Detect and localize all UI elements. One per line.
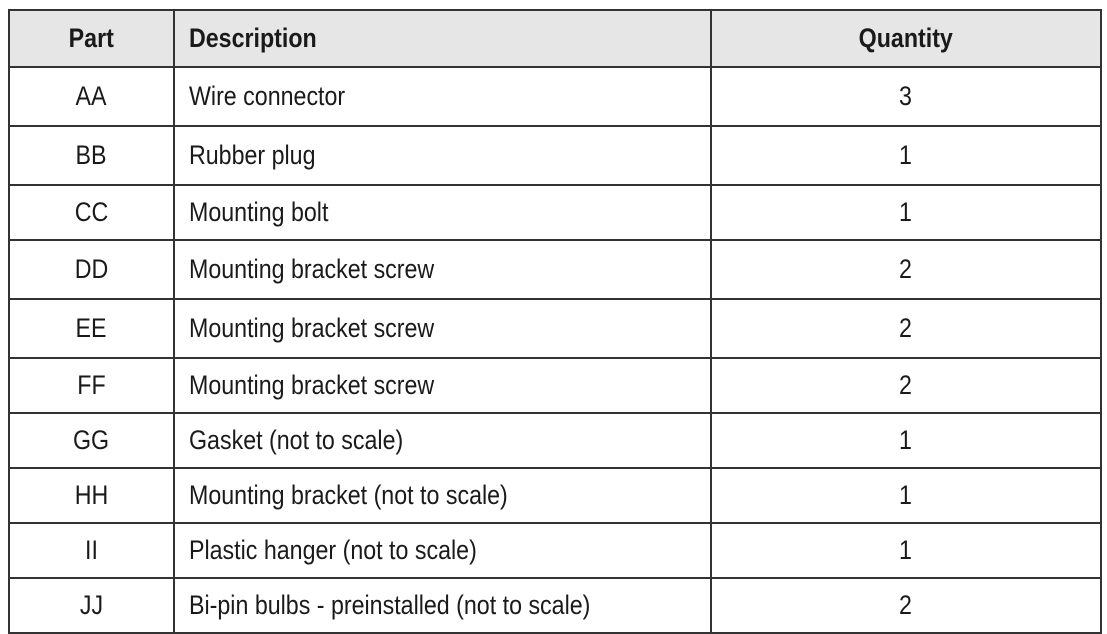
description-cell <box>174 67 711 126</box>
table-row <box>9 468 1101 523</box>
description-cell <box>174 578 711 633</box>
part-quantity: 1 <box>899 140 913 170</box>
header-quantity <box>711 10 1101 67</box>
table-row <box>9 523 1101 578</box>
part-cell <box>9 126 174 185</box>
part-code: CC <box>74 197 109 227</box>
part-quantity: 2 <box>899 313 913 343</box>
description-cell <box>174 126 711 185</box>
part-quantity: 2 <box>899 590 913 620</box>
part-code: JJ <box>79 590 104 620</box>
part-cell <box>9 578 174 633</box>
part-code: BB <box>76 140 107 170</box>
part-code: HH <box>74 480 109 510</box>
part-cell <box>9 523 174 578</box>
part-quantity: 1 <box>899 535 913 565</box>
part-cell <box>9 299 174 358</box>
part-quantity: 1 <box>899 480 913 510</box>
header-description-label: Description <box>189 23 317 53</box>
part-description: Mounting bracket screw <box>189 313 435 343</box>
quantity-cell <box>711 578 1101 633</box>
part-description: Mounting bracket (not to scale) <box>189 480 508 510</box>
table-row <box>9 240 1101 299</box>
part-cell <box>9 67 174 126</box>
part-description: Mounting bracket screw <box>189 254 435 284</box>
quantity-cell <box>711 523 1101 578</box>
table-row <box>9 67 1101 126</box>
description-cell <box>174 299 711 358</box>
description-cell <box>174 240 711 299</box>
part-quantity: 3 <box>899 81 913 111</box>
table-row <box>9 126 1101 185</box>
header-part <box>9 10 174 67</box>
description-cell <box>174 413 711 468</box>
part-code: GG <box>73 425 110 455</box>
part-description: Gasket (not to scale) <box>189 425 404 455</box>
part-code: II <box>85 535 98 565</box>
table-row <box>9 358 1101 413</box>
part-cell <box>9 358 174 413</box>
table-row <box>9 413 1101 468</box>
part-code: EE <box>76 313 107 343</box>
part-code: FF <box>77 370 106 400</box>
quantity-cell <box>711 299 1101 358</box>
part-description: Rubber plug <box>189 140 316 170</box>
part-cell <box>9 413 174 468</box>
quantity-cell <box>711 67 1101 126</box>
description-cell <box>174 523 711 578</box>
description-cell <box>174 185 711 240</box>
part-description: Mounting bolt <box>189 197 329 227</box>
part-quantity: 2 <box>899 254 913 284</box>
part-description: Wire connector <box>189 81 346 111</box>
part-cell <box>9 468 174 523</box>
part-code: DD <box>74 254 109 284</box>
part-description: Mounting bracket screw <box>189 370 435 400</box>
table-row <box>9 578 1101 633</box>
quantity-cell <box>711 413 1101 468</box>
part-quantity: 1 <box>899 425 913 455</box>
part-cell <box>9 185 174 240</box>
table-header-row <box>9 10 1101 67</box>
part-quantity: 2 <box>899 370 913 400</box>
part-code: AA <box>76 81 107 111</box>
header-part-label: Part <box>68 23 115 53</box>
part-cell <box>9 240 174 299</box>
parts-table <box>8 9 1102 634</box>
part-description: Bi-pin bulbs - preinstalled (not to scale) <box>189 590 591 620</box>
table-row <box>9 185 1101 240</box>
description-cell <box>174 468 711 523</box>
quantity-cell <box>711 358 1101 413</box>
quantity-cell <box>711 468 1101 523</box>
part-quantity: 1 <box>899 197 913 227</box>
header-quantity-label: Quantity <box>858 23 954 53</box>
table-row <box>9 299 1101 358</box>
quantity-cell <box>711 185 1101 240</box>
quantity-cell <box>711 240 1101 299</box>
quantity-cell <box>711 126 1101 185</box>
description-cell <box>174 358 711 413</box>
header-description <box>174 10 711 67</box>
part-description: Plastic hanger (not to scale) <box>189 535 477 565</box>
